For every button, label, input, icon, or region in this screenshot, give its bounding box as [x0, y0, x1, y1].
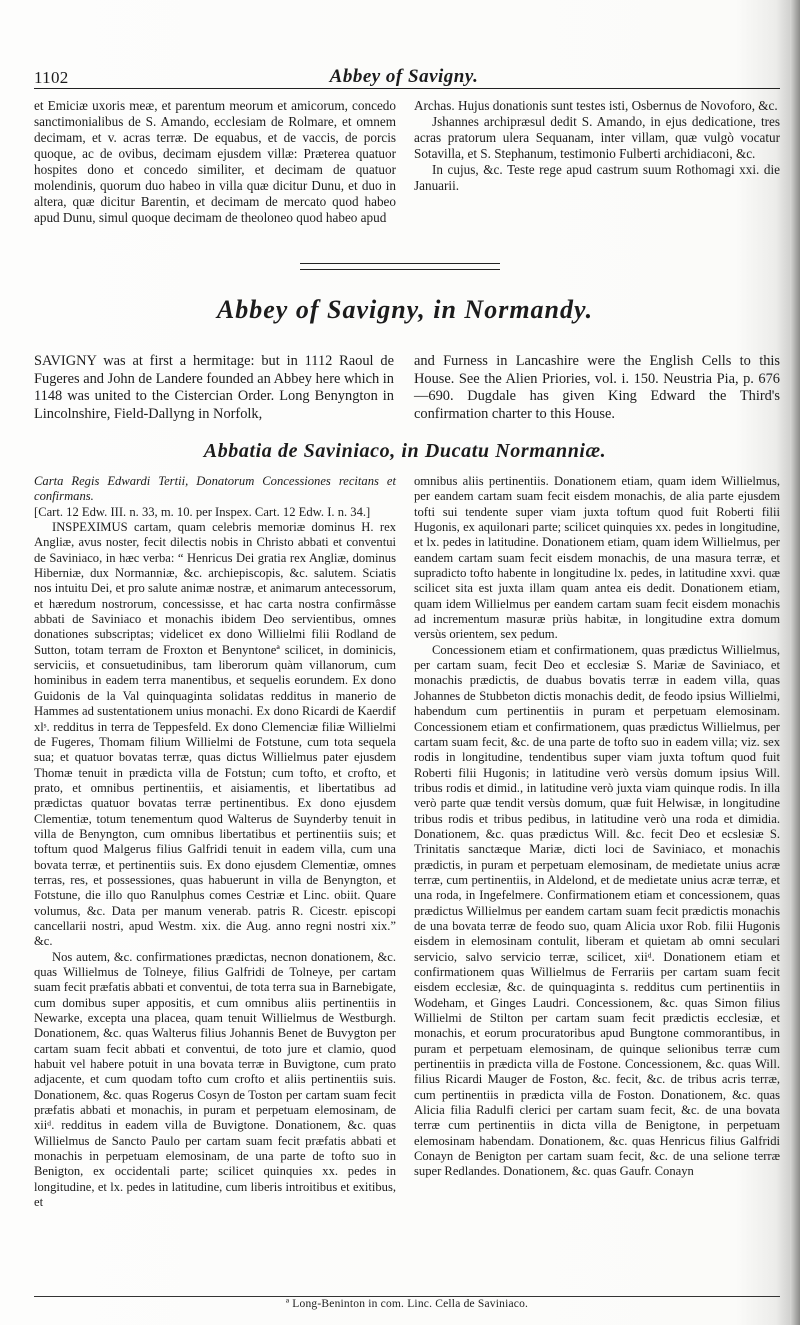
charter-left-column — [34, 474, 396, 1211]
continuation-left-text: et Emiciæ uxoris meæ, et parentum meorum et amicorum, concedo sanctimonialibus de S. Amando, ecclesiam de Rolmare, et omnem decimam, et v. acras terræ. De equabus, et de vaccis, de porcis quoque, ac de ovibus, decimam ejusdem villæ: Præterea quatuor hospites dono et concedo similiter, et decimam de quatuor molendinis, quorum duo habeo in villa quæ dicitur Dunu, et duo in altera, quæ dicitur Barentin, et decimam de mercato quod habeo apud Dunu, simul quoque decimam de theoloneo quod habeo apud — [34, 98, 396, 225]
running-head-title: Abbey of Savigny. — [329, 66, 479, 87]
charter-paragraph: omnibus aliis pertinentiis. Donationem etiam, quam idem Willielmus, per eandem cartam suam fecit eisdem monachis, de alia parte ejusdem tofti sui tendente super viam juxta toftum quod fuit Roberti filii Hugonis, ex aquilonari parte; scilicet quinquies xx. pedes in longitudine, et lx. pedes in latitudine. Donationem etiam, quam idem Willielmus, per eandem cartam suam fecit eisdem monachis, de una masura terræ, et supradicto tofto habente in longitudine lx. pedes, in latitudine xxvi. quæ scilicet sita est juxta illam quam antea eis dedit. Donationem etiam, quam idem Willielmus per eandem cartam suam fecit eisdem monachis ad incrementum masuræ priùs habitæ, in longitudine extra domum versùs orientem, sex pedum. — [414, 474, 780, 642]
intro-right: and Furness in Lancashire were the English Cells to this House. See the Alien Priories, vol. i. 150. Neustria Pia, p. 676—690. Dugdale has given King Edward the Third's confirmation charter to this House. — [414, 353, 780, 422]
header-rule — [34, 88, 780, 89]
charter-heading: Carta Regis Edwardi Tertii, Donatorum Concessiones recitans et confirmans. — [34, 474, 396, 504]
intro-left: SAVIGNY was at first a hermitage: but in 1112 Raoul de Fugeres and John de Landere founded an Abbey here which in 1148 was united to the Cistercian Order. Long Benyngton in Lincolnshire, Field-Dallyng in Norfolk, — [34, 353, 394, 422]
continuation-right-column — [414, 98, 780, 194]
continuation-paragraph: Archas. Hujus donationis sunt testes isti, Osbernus de Novoforo, &c. — [414, 98, 778, 113]
charter-paragraph: INSPEXIMUS cartam, quam celebris memoriæ dominus H. rex Angliæ, avus noster, fecit dilectis nobis in Christo abbati et conventui de Saviniaco, in hæc verba: “ Henricus Dei gratia rex Angliæ, dominus Hiberniæ, dux Normanniæ, &c. archiepiscopis, &c. salutem. Sciatis nos intuitu Dei, et pro salute animæ nostræ, et animarum antecessorum, et hæredum nostrorum, concessisse, et hac carta nostra confirmâsse abbati de Saviniaco et monachis ibidem Deo servientibus, omnes donationes subscriptas; videlicet ex dono Willielmi filii Rodland de Sutton, totam terram de Froxton et Benyntoneª scilicet, in dominicis, serviciis, et consuetudinibus, tam liberorum quàm villanorum, cum hominibus in eadem terra manentibus, et sequelis eorundem. Ex dono Guidonis de la Val quinquaginta solidatas redditus in manerio de Hammes ad sustentationem unius monachi. Ex dono Ricardi de Kaerdif xlˢ. redditus in terra de Teppesfeld. Ex dono Clemenciæ filiæ Willielmi de Fugeres, Thomam filium Willielmi de Fotstune, cum tota sequela sua; et quatuor bovatas terræ, quas dictus Willielmus pater ejusdem Thomæ tenuit in prædicta villa de Fotstun; cum tofto, et crofto, et prato, et omnibus pertinentiis, et aisiamentis, et libertatibus ad prædictas quatuor bovatas terræ pertinentibus. Ex dono ejusdem Clementiæ, totum tenementum quod Walterus de Suynderby tenuit in villa de Benyngton, cum omnibus libertatibus et pertinentiis suis; et toftum quod Malgerus filius Galfridi tenuit in eadem villa, cum una bovata terræ, et pertinentiis suis. Ex dono ejusdem Clementiæ, omnes terras, res, et possessiones, quas habuerunt in villa de Benyngton, et Fotstune, die illo quo Ranulphus comes Cestriæ et Linc. obiit. Quare volumus, &c. Data per manum venerab. patris R. Cicestr. episcopi cancellarii nostri, apud Westm. xix. die Aug. anno regni nostri xix.” &c. — [34, 520, 396, 949]
charter-right-column — [414, 474, 780, 1180]
continuation-paragraph: In cujus, &c. Teste rege apud castrum suum Rothomagi xxi. die Januarii. — [414, 162, 780, 193]
continuation-left-column — [34, 98, 396, 226]
running-head — [34, 60, 780, 86]
continuation-paragraph: Jshannes archipræsul dedit S. Amando, in ejus dedicatione, tres acras pratorum ulera Sequanam, inter villam, quæ vulgò vocatur Sotavilla, et S. Stephanum, testimonio Fulberti archidiaconi, &c. — [414, 114, 780, 161]
page-number: 1102 — [34, 68, 69, 87]
section-divider — [300, 263, 500, 270]
footnote: ª Long-Beninton in com. Linc. Cella de Saviniaco. — [285, 1298, 529, 1310]
footnote-rule — [34, 1296, 780, 1297]
charter-paragraph: Concessionem etiam et confirmationem, quas prædictus Willielmus, per cartam suam, fecit Deo et ecclesiæ S. Mariæ de Saviniaco, et monachis prædictis, de duabus bovatis terræ in eadem villa, quas Johannes de Stubbeton dictis monachis dedit, de feodo ipsius Willielmi, habendum cum pertinentiis in puram et perpetuam elemosinam. Concessionem etiam et confirmationem, quas prædictus Willielmus, per cartam suam fecit, &c. de una parte de tofto suo in eadem villa; viz. sex rodis in longitudine, tendentibus super viam juxta toftum quod fuit Roberti filii Hugonis; in latitudine verò versùs domum ipsius Will. tribus rodis et dimid., in latitudine verò juxta viam quinque rodis. In illa verò parte quæ tendit versùs domum, quæ fuit Helwisæ, in longitudine tribus rodis et tribus pedibus, in latitudine verò una roda et dimidia. Donationem, &c. quas prædictus Will. &c. fecit Deo et ecslesiæ S. Trinitatis sanctæque Mariæ, dicti loci de Saviniaco, et monachis prædictis, in puram et perpetuam elemosinam, de medietate unius acræ terræ, cum pertinentiis, in Aldelond, et de medietate unius acræ terræ, et una roda, in Ingefelmere. Confirmationem etiam et concessionem, quas prædictus Willielmus per eandem cartam suam fecit prædictis monachis de una bovata terræ de feodo suo, quam Alicia uxor Rob. filii Hugonis eisdem in elemosinam contulit, liberam et quietam ab omni seculari servicio, salvo servicio terræ, scilicet, xiiᵈ. Donationem etiam et confirmationem quas Willielmus de Ferrariis per cartam suam fecit eisdem ecclesiæ, &c. de quinquaginta s. redditus cum pertinentiis in Wodeham, et Ginges Laudri. Concessionem, &c. quas Simon filius Willielmi de Stilton per cartam suam fecit prædictis ecclesiæ, et monachis, et eorum procuratoribus apud Bungtone commorantibus, in puram et perpetuam elemosinam, de quinque selionibus terræ cum pertinentiis in prædicta villa de Fostone. Concessionem, &c. quas Will. filius Ricardi Mauger de Foston, &c. fecit, &c. de tribus acris terræ, cum pertinentiis in prædicta villa de Foston. Donationem, &c. quas Alicia filia Radulfi clerici per cartam suam fecit, &c. de una bovata terræ cum pertinentiis in dicta villa de Benigtone, in perpetuam elemosinam habendam. Donationem, &c. quas Henricus filius Galfridi Conayn de Benigton per cartam suam fecit, &c. de una selione terræ super Redlandes. Donationem, &c. quas Gaufr. Conayn — [414, 642, 780, 1179]
page-edge-shadow — [790, 0, 800, 1325]
section-title: Abbey of Savigny, in Normandy. — [216, 295, 594, 324]
charter-paragraph: Nos autem, &c. confirmationes prædictas, necnon donationem, &c. quas Willielmus de Tolneye, filius Galfridi de Tolneye, per cartam suam fecit præfatis abbati et conventui, de tota terra sua in Barnebigate, cum domibus super appositis, et cum omnibus aliis pertinentiis in Newarke, excepta una placea, quam tenuit Willielmus de Westburgh. Donationem, &c. quas Walterus filius Johannis Benet de Buvygton per cartam suam fecit abbati et conventui, de toto jure et clamio, quod habuit vel habere potuit in una bovata terræ in Buvigtone, cum prato adjacente, et cum quodam tofto cum crofto et aliis pertinentiis suis. Donationem, &c. quas Rogerus Cosyn de Toston per cartam suam fecit præfatis abbati et monachis, in puram et perpetuam elemosinam, de xiiᵈ. redditus in eadem villa de Buvigtone. Donationem, &c. quas Willielmus de Sancto Paulo per cartam suam fecit præfatis abbati et monachis in perpetuam elemosinam, de una parte de tofto suo in Benigton, ex occidentali parte; scilicet quinquies xx. pedes in longitudine, et lx. pedes in latitudine, cum liberis introitibus et exitibus, et — [34, 949, 396, 1210]
charter-title: Abbatia de Saviniaco, in Ducatu Normanniæ. — [203, 440, 607, 462]
charter-citation: [Cart. 12 Edw. III. n. 33, m. 10. per Inspex. Cart. 12 Edw. I. n. 34.] — [34, 504, 371, 519]
